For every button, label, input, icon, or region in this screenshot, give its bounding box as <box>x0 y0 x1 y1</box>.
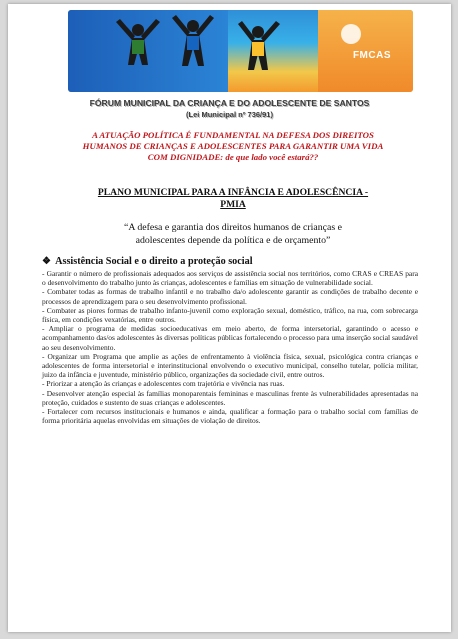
organization-title: FÓRUM MUNICIPAL DA CRIANÇA E DO ADOLESCENTE DE SANTOS <box>89 98 370 108</box>
quote-line: “A defesa e garantia dos direitos humanos de crianças e <box>124 222 342 233</box>
slogan-line: A ATUAÇÃO POLÍTICA É FUNDAMENTAL NA DEFESA DOS DIREITOS <box>92 130 374 140</box>
diamond-bullet-icon: ❖ <box>42 256 52 267</box>
list-item: - Garantir o número de profissionais adequados aos serviços de assistência social nos territórios, como CRAS e CREAS para o desenvolvimento do trabalho junto às crianças, adolescentes e famílias em situação de vulnerabilidade social. <box>42 269 418 288</box>
section-heading-text: Assistência Social e o direito a proteção social <box>55 256 253 267</box>
slogan-line: HUMANOS DE CRIANÇAS E ADOLESCENTES PARA GARANTIR UMA VIDA <box>82 141 384 151</box>
slogan-line: COM DIGNIDADE: de que lado você estará?? <box>147 152 319 162</box>
list-item: - Desenvolver atenção especial às famílias monoparentais femininas e masculinas frente às vulnerabilidades apresentadas na proteção, cuidados e sustento de suas crianças e adolescentes. <box>42 388 418 407</box>
plan-title <box>38 187 428 210</box>
document-page <box>8 4 451 632</box>
quote-block <box>48 222 418 247</box>
list-item: - Combater as piores formas de trabalho infanto-juvenil como exploração sexual, doméstico, tráfico, na rua, com sobrecarga física, em condições vexatórias, entre outros. <box>42 305 418 325</box>
list-item: - Combater todas as formas de trabalho infantil e no trabalho da/o adolescente garantir as condições de trabalho decente e processos de aprendizagem para o seu desenvolvimento profissional. <box>42 287 418 306</box>
header-banner <box>68 10 413 92</box>
section-heading <box>42 256 253 267</box>
list-item: - Organizar um Programa que amplie as ações de enfrentamento à violência física, sexual, psicológica contra crianças e adolescentes de forma intersetorial e interinstitucional envolvendo o executivo municipal, conselho tutelar, polícia militar, juizo da infância e juventude, ministério público, organizações da sociedade civil, entre outros. <box>42 351 418 380</box>
list-item: - Priorizar a atenção às crianças e adolescentes com trajetória e vivência nas ruas. <box>42 379 285 389</box>
slogan-block <box>48 130 418 163</box>
organization-law-reference: (Lei Municipal nº 736/91) <box>186 110 273 119</box>
plan-title-line: PLANO MUNICIPAL PARA A INFÂNCIA E ADOLESCÊNCIA - <box>97 187 369 198</box>
list-item: - Fortalecer com recursos institucionais e humanos e ainda, qualificar a formação para o trabalho social com famílias de forma prioritária aquelas envolvidas em situações de violação de direitos. <box>42 407 418 426</box>
quote-line: adolescentes depende da política e de orçamento” <box>135 234 331 246</box>
fmcas-logo-text: FMCAS <box>352 50 391 61</box>
list-item: - Ampliar o programa de medidas socioeducativas em meio aberto, de forma intersetorial, garantindo o acesso e acompanhamento das/os adolescentes às diversas políticas públicas fortalecendo o processo para uma inserção social saudável ao seu desenvolvimento. <box>42 324 418 352</box>
plan-title-line: PMIA <box>220 198 246 210</box>
section-items-list <box>42 269 418 425</box>
